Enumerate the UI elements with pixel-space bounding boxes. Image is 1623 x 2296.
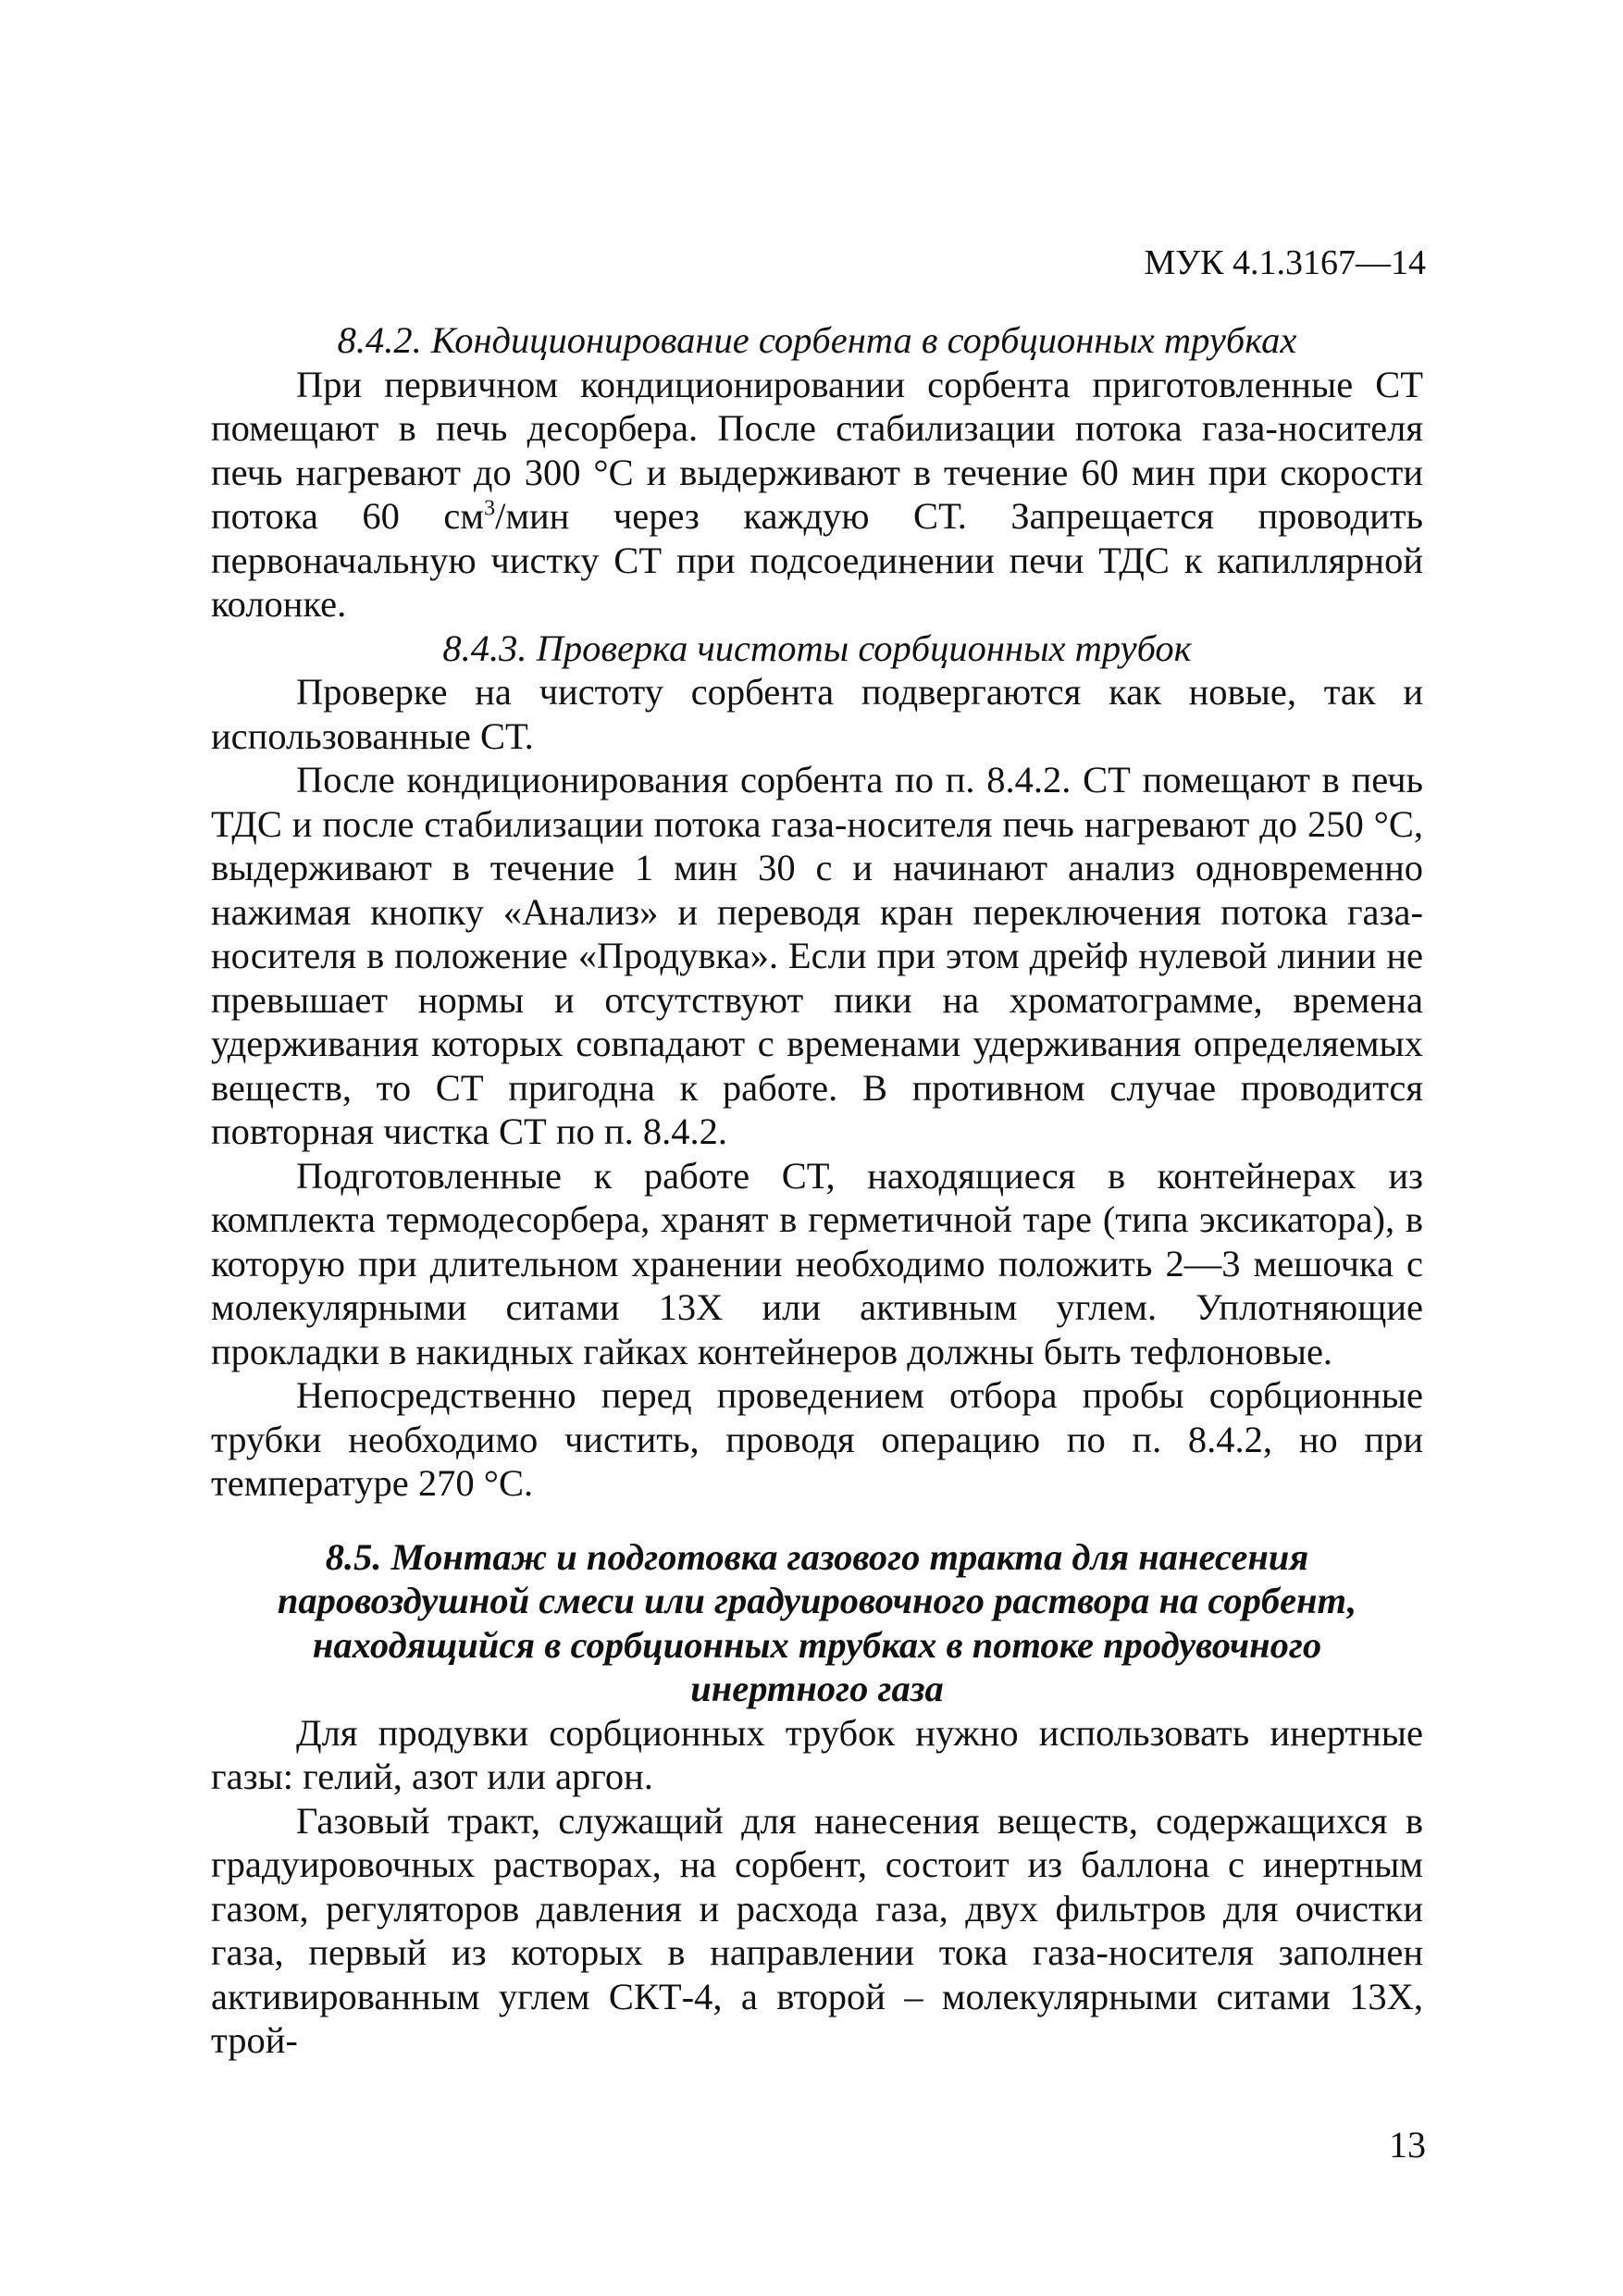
document-code: МУК 4.1.3167—14: [1144, 243, 1426, 282]
paragraph-conditioning-part2: /мин через каждую СТ. Запрещается проводить первоначальную чистку СТ при подсоединении печи ТДС к капиллярной колонке.: [211, 495, 1424, 625]
paragraph-purity-check: Проверке на чистоту сорбента подвергаются как новые, так и использованные СТ.: [211, 671, 1423, 757]
paragraph-conditioning-part1: При первичном кондиционировании сорбента приготовленные СТ помещают в печь десорбера. После стабилизации потока газа-носителя печь нагревают до 300 °С и выдерживают в течение 60 мин при скорости потока 60 см: [211, 363, 1423, 537]
section-heading-8-5: [211, 1535, 1423, 1711]
paragraph-cleaning-before-sampling: Непосредственно перед проведением отбора пробы сорбционные трубки необходимо чистить, проводя операцию по п. 8.4.2, но при температуре 270 °С.: [211, 1374, 1423, 1504]
section-heading-line: находящийся в сорбционных трубках в потоке продувочного: [312, 1623, 1322, 1666]
section-heading-line: паровоздушной смеси или градуировочного раствора на сорбент,: [277, 1580, 1357, 1621]
paragraph-after-conditioning: После кондиционирования сорбента по п. 8.4.2. СТ помещают в печь ТДС и после стабилизации потока газа-носителя печь нагревают до 250 °С, выдерживают в течение 1 мин 30 с и начинают анализ одновременно нажимая кнопку «Анализ» и переводя кран переключения потока газа-носителя в положение «Продувка». Если при этом дрейф нулевой линии не превышает нормы и отсутствуют пики на хроматограмме, времена удерживания которых совпадают с временами удерживания определяемых веществ, то СТ пригодна к работе. В противном случае проводится повторная чистка СТ по п. 8.4.2.: [211, 759, 1423, 1152]
section-heading-line: 8.5. Монтаж и подготовка газового тракта для нанесения: [325, 1535, 1309, 1578]
paragraph-storage: Подготовленные к работе СТ, находящиеся в контейнерах из комплекта термодесорбера, хранят в герметичной таре (типа эксикатора), в которую при длительном хранении необходимо положить 2—3 мешочка с молекулярными ситами 13Х или активным углем. Уплотняющие прокладки в накидных гайках контейнеров должны быть тефлоновые.: [211, 1154, 1423, 1372]
subsection-heading-8-4-2: 8.4.2. Кондиционирование сорбента в сорбционных трубках: [337, 319, 1297, 361]
page-content: [211, 318, 1423, 2063]
paragraph-inert-gases: Для продувки сорбционных трубок нужно использовать инертные газы: гелий, азот или аргон.: [211, 1711, 1423, 1797]
section-heading-line: инертного газа: [690, 1668, 944, 1709]
superscript-3: 3: [483, 495, 496, 521]
paragraph-gas-path: Газовый тракт, служащий для нанесения веществ, содержащихся в градуировочных растворах, на сорбент, состоит из баллона с инертным газом, регуляторов давления и расхода газа, двух фильтров для очистки газа, первый из которых в направлении тока газа-носителя заполнен активированным углем СКТ-4, а второй – молекулярными ситами 13Х, трой-: [211, 1799, 1423, 2061]
subsection-heading-8-4-3: 8.4.3. Проверка чистоты сорбционных трубок: [442, 627, 1192, 669]
page-number: 13: [1389, 2124, 1426, 2166]
paragraph-conditioning: [211, 363, 1423, 627]
